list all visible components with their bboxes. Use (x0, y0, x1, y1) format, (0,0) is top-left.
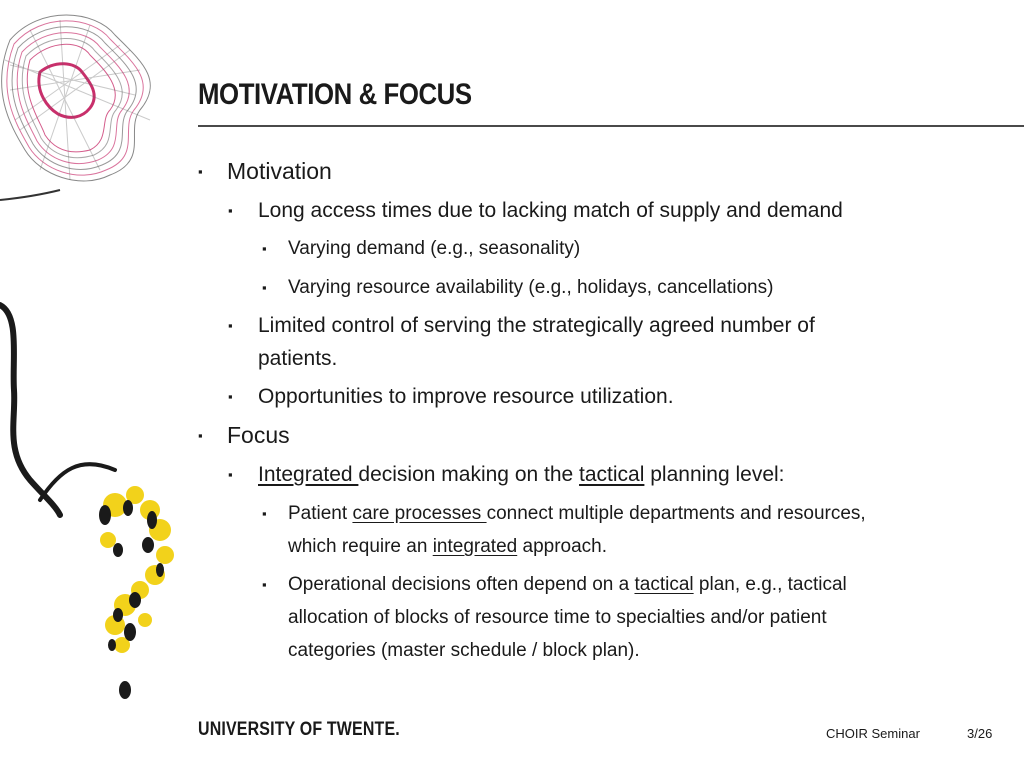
text-segment: Patient (288, 503, 353, 524)
bullet-marker: ▪ (228, 318, 233, 333)
bullet-marker: ▪ (228, 467, 233, 482)
bullet-marker: ▪ (262, 241, 267, 256)
bullet-motivation (198, 155, 332, 188)
slide-title: MOTIVATION & FOCUS (198, 78, 472, 111)
text-segment: connect multiple departments and resources, (486, 503, 866, 524)
bullet-marker: ▪ (198, 428, 203, 443)
text-segment: Operational decisions often depend on a (288, 574, 635, 595)
bullet-limited-control (228, 309, 815, 375)
bullet-text: Long access times due to lacking match of supply and demand (258, 199, 843, 222)
footer-event-label: CHOIR Seminar (826, 726, 920, 741)
underlined-tactical: tactical (579, 463, 645, 486)
bullet-marker: ▪ (198, 164, 203, 179)
bullet-text: Focus (227, 422, 290, 448)
bullet-marker: ▪ (262, 280, 267, 295)
bullet-marker: ▪ (228, 389, 233, 404)
text-segment: decision making on the (358, 463, 580, 486)
bullet-text-line1: Limited control of serving the strategically agreed number of (258, 314, 815, 337)
bullet-text-line2 (262, 530, 866, 563)
bullet-focus (198, 419, 290, 452)
bullet-text-line3: categories (master schedule / block plan). (288, 640, 640, 661)
text-segment: approach. (517, 536, 608, 557)
underlined-care-processes: care processes (352, 503, 487, 524)
bullet-marker: ▪ (262, 577, 267, 592)
bullet-text-line2: allocation of blocks of resource time to specialties and/or patient (288, 607, 827, 628)
bullet-text: Varying demand (e.g., seasonality) (288, 238, 581, 259)
underlined-tactical-2: tactical (634, 574, 694, 595)
bullet-text: Varying resource availability (e.g., holidays, cancellations) (288, 277, 774, 298)
text-segment: planning level: (644, 463, 785, 486)
text-segment: plan, e.g., tactical (693, 574, 847, 595)
bullet-operational-decisions (262, 568, 847, 667)
bullet-opportunities (228, 380, 674, 413)
bullet-integrated-decision (228, 458, 785, 491)
bullet-text (228, 463, 785, 486)
bullet-text: Motivation (227, 158, 332, 184)
title-divider (198, 125, 1024, 127)
underlined-integrated: Integrated (258, 463, 359, 486)
bullet-marker: ▪ (262, 506, 267, 521)
university-logo: UNIVERSITY OF TWENTE. (198, 719, 400, 740)
ink-question-mark-decoration (0, 0, 200, 720)
text-segment: which require an (288, 536, 433, 557)
underlined-integrated-2: integrated (432, 536, 518, 557)
bullet-text-line2: patients. (258, 347, 338, 370)
bullet-text-line1 (262, 568, 847, 601)
bullet-text-line1 (262, 497, 866, 530)
bullet-varying-resource (262, 271, 773, 304)
bullet-patient-care (262, 497, 866, 563)
bullet-long-access (228, 194, 843, 227)
bullet-varying-demand (262, 232, 580, 265)
bullet-text: Opportunities to improve resource utilization. (258, 385, 674, 408)
bullet-marker: ▪ (228, 203, 233, 218)
footer-page-number: 3/26 (967, 726, 993, 741)
